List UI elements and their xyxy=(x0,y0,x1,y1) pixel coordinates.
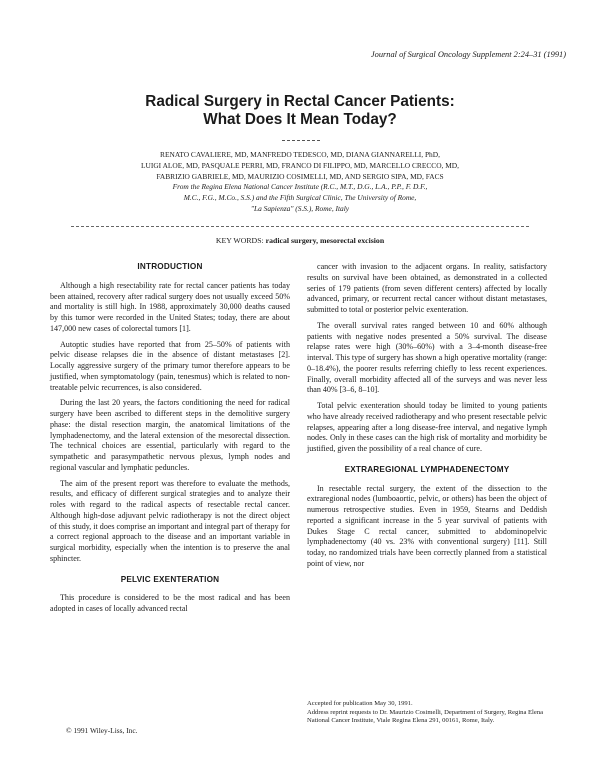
footnote-accepted: Accepted for publication May 30, 1991. xyxy=(307,700,413,707)
affiliation-line-1: From the Regina Elena National Cancer Institute (R.C., M.T., D.G., L.A., P.P., F. D.F., xyxy=(172,182,428,192)
pelvic-exenteration-heading: PELVIC EXENTERATION xyxy=(120,574,220,584)
author-line-2: LUIGI ALOE, MD, PASQUALE PERRI, MD, FRANCO DI FILIPPO, MD, MARCELLO CRECCO, MD, xyxy=(141,160,459,170)
extraregional-heading: EXTRAREGIONAL LYMPHADENECTOMY xyxy=(344,464,510,474)
intro-paragraph-3: During the last 20 years, the factors conditioning the need for radical surgery have been ascribed to different steps in the demolitive surgery phase: the distal resection margin, the anatomical limitations of the lymphadenectomy, and the lateral extension of the mesorectal dissection. The technical choices are essential, particularly with regard to the sympathetic and parasympathetic nervous plexus, lymph nodes and regional vascular and lymphatic peduncles. xyxy=(50,398,290,472)
right-paragraph-1: cancer with invasion to the adjacent organs. In reality, satisfactory results on survival have been obtained, as demonstrated in a collected series of 179 patients (from seven different centers) affected by locally advanced, primary, or recurrent rectal cancer without distant metastases, submitted to total or posterior pelvic exenteration. xyxy=(307,262,547,314)
keywords xyxy=(0,236,600,245)
affiliation-line-3: "La Sapienza" (S.S.), Rome, Italy xyxy=(250,203,350,213)
copyright: © 1991 Wiley-Liss, Inc. xyxy=(66,726,138,735)
title-line-1: Radical Surgery in Rectal Cancer Patients: xyxy=(145,93,455,110)
journal-header: Journal of Surgical Oncology Supplement 2:24–31 (1991) xyxy=(370,50,566,59)
intro-paragraph-2: Autoptic studies have reported that from 25–50% of patients with pelvic disease relapses die in the absence of distant metastases [2]. Locally aggressive surgery of the primary tumor therefore appears to be justified, when symptomatology (pain, tenesmus) which is related to non-treatable pelvic recurrences, is also considered. xyxy=(50,339,290,392)
right-paragraph-3: Total pelvic exenteration should today be limited to young patients who have already received radiotherapy and who present resectable pelvic relapses, appearing after a long disease-free interval, and negative lymph nodes. Only in these cases can the high risk of mortality and morbidity be justified, given the possibility of a real chance of cure. xyxy=(307,401,547,453)
pelvic-paragraph-1: This procedure is considered to be the most radical and has been adopted in cases of locally advanced rectal xyxy=(50,593,290,613)
right-paragraph-2: The overall survival rates ranged between 10 and 60% although patients with negative nodes presented a 50% survival. The disease relapse rates were high (30%–60%) with a 3–4-month disease-free interval. This type of surgery has shown a high operative mortality (range: 0–18.4%), the poorer results referring chiefly to less recent experiences. Finally, overall morbidity affected all of the surveys and was never less than 40% [3–6, 8–10]. xyxy=(307,320,547,395)
left-column xyxy=(50,262,290,615)
footnote-address: Address reprint requests to Dr. Maurizio Cosimelli, Department of Surgery, Regina Elena National Cancer Institute, Viale Regina Elena 291, 00161, Rome, Italy. xyxy=(307,708,544,725)
affiliation-line-2: M.C., F.G., M.Co., S.S.) and the Fifth Surgical Clinic, The University of Rome, xyxy=(183,193,417,203)
article-title xyxy=(0,93,600,129)
footnote xyxy=(307,700,547,726)
intro-paragraph-1: Although a high resectability rate for rectal cancer patients has today been attained, recovery after radical surgery does not usually exceed 50% and mortality is still high. In 1988, approximately 30,000 deaths caused by this tumor were recorded in the United States; today, there are about 147,000 new cases of colorectal tumors [1]. xyxy=(50,280,290,333)
intro-paragraph-4: The aim of the present report was therefore to evaluate the methods, results, and efficacy of different surgical strategies and to analyze their roles with regard to the radical aspects of resectable rectal cancer. Although high-dose adjuvant pelvic radiotherapy is not the direct object of this study, it does comprise an important and integral part of therapy for a correct regional approach to the disease and an important variable in surgical morbidity, especially when the intention is to preserve the anal sphincter. xyxy=(50,478,290,563)
author-line-3: FABRIZIO GABRIELE, MD, MAURIZIO COSIMELLI, MD, AND SERGIO SIPA, MD, FACS xyxy=(156,171,444,181)
right-column xyxy=(307,262,547,570)
section-separator xyxy=(71,226,529,227)
author-block xyxy=(50,150,550,215)
right-paragraph-4: In resectable rectal surgery, the extent of the dissection to the extraregional nodes (lumboaortic, pelvic, or others) has been the object of numerous retrospective studies. Even in 1959, Stearns and Deddish reported a significant increase in the 5 year survival of patients with Dukes Stage C rectal cancer, submitted to abdominopelvic lymphadenectomy (40 vs. 23% with conventional surgery) [11]. Still today, no randomized trials have been correctly planned from a statistical point of view, nor xyxy=(307,483,547,568)
keywords-text: radical surgery, mesorectal excision xyxy=(265,236,385,245)
title-line-2: What Does It Mean Today? xyxy=(203,111,397,128)
keywords-label: KEY WORDS: xyxy=(215,236,264,245)
title-divider xyxy=(282,140,320,141)
introduction-heading: INTRODUCTION xyxy=(137,262,203,271)
author-line-1: RENATO CAVALIERE, MD, MANFREDO TEDESCO, MD, DIANA GIANNARELLI, PhD, xyxy=(160,150,440,159)
